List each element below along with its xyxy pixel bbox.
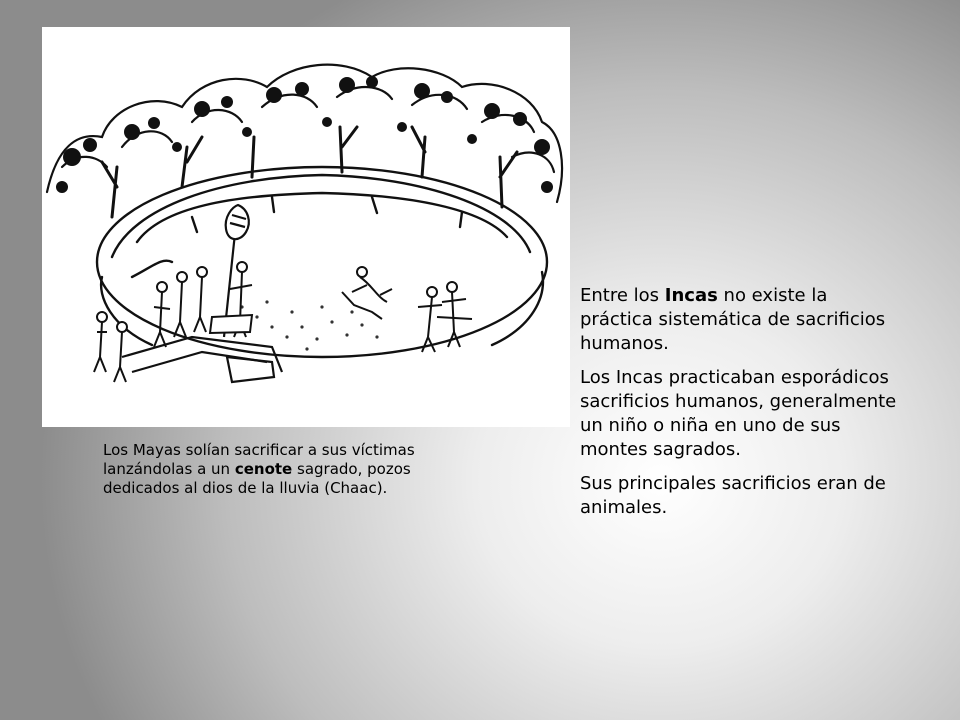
- paragraph-incas-sporadic: Los Incas practicaban esporádicos sacrificios humanos, generalmente un niño o niña en uno de sus montes sagrados.: [580, 367, 897, 460]
- cenote-drawing: [42, 27, 570, 427]
- paragraph-animal-sacrifices: Sus principales sacrificios eran de animales.: [580, 473, 886, 518]
- caption-paragraph: [103, 441, 443, 498]
- p1-text-start: Entre los: [580, 285, 665, 306]
- paragraph-incas-no-sacrifice: [580, 284, 900, 356]
- main-text-block: [580, 284, 900, 530]
- p1-text-end: no existe la práctica sistemática de sacrificios humanos.: [580, 285, 886, 354]
- illustration-caption: [103, 441, 443, 498]
- caption-text-end: sagrado, pozos dedicados al dios de la lluvia (Chaac).: [103, 460, 411, 497]
- caption-text-start: Los Mayas solían sacrificar a sus víctimas lanzándolas a un: [103, 441, 415, 478]
- cenote-illustration: [42, 27, 570, 427]
- caption-bold-term: cenote: [234, 460, 293, 478]
- p1-bold-term: Incas: [664, 285, 718, 306]
